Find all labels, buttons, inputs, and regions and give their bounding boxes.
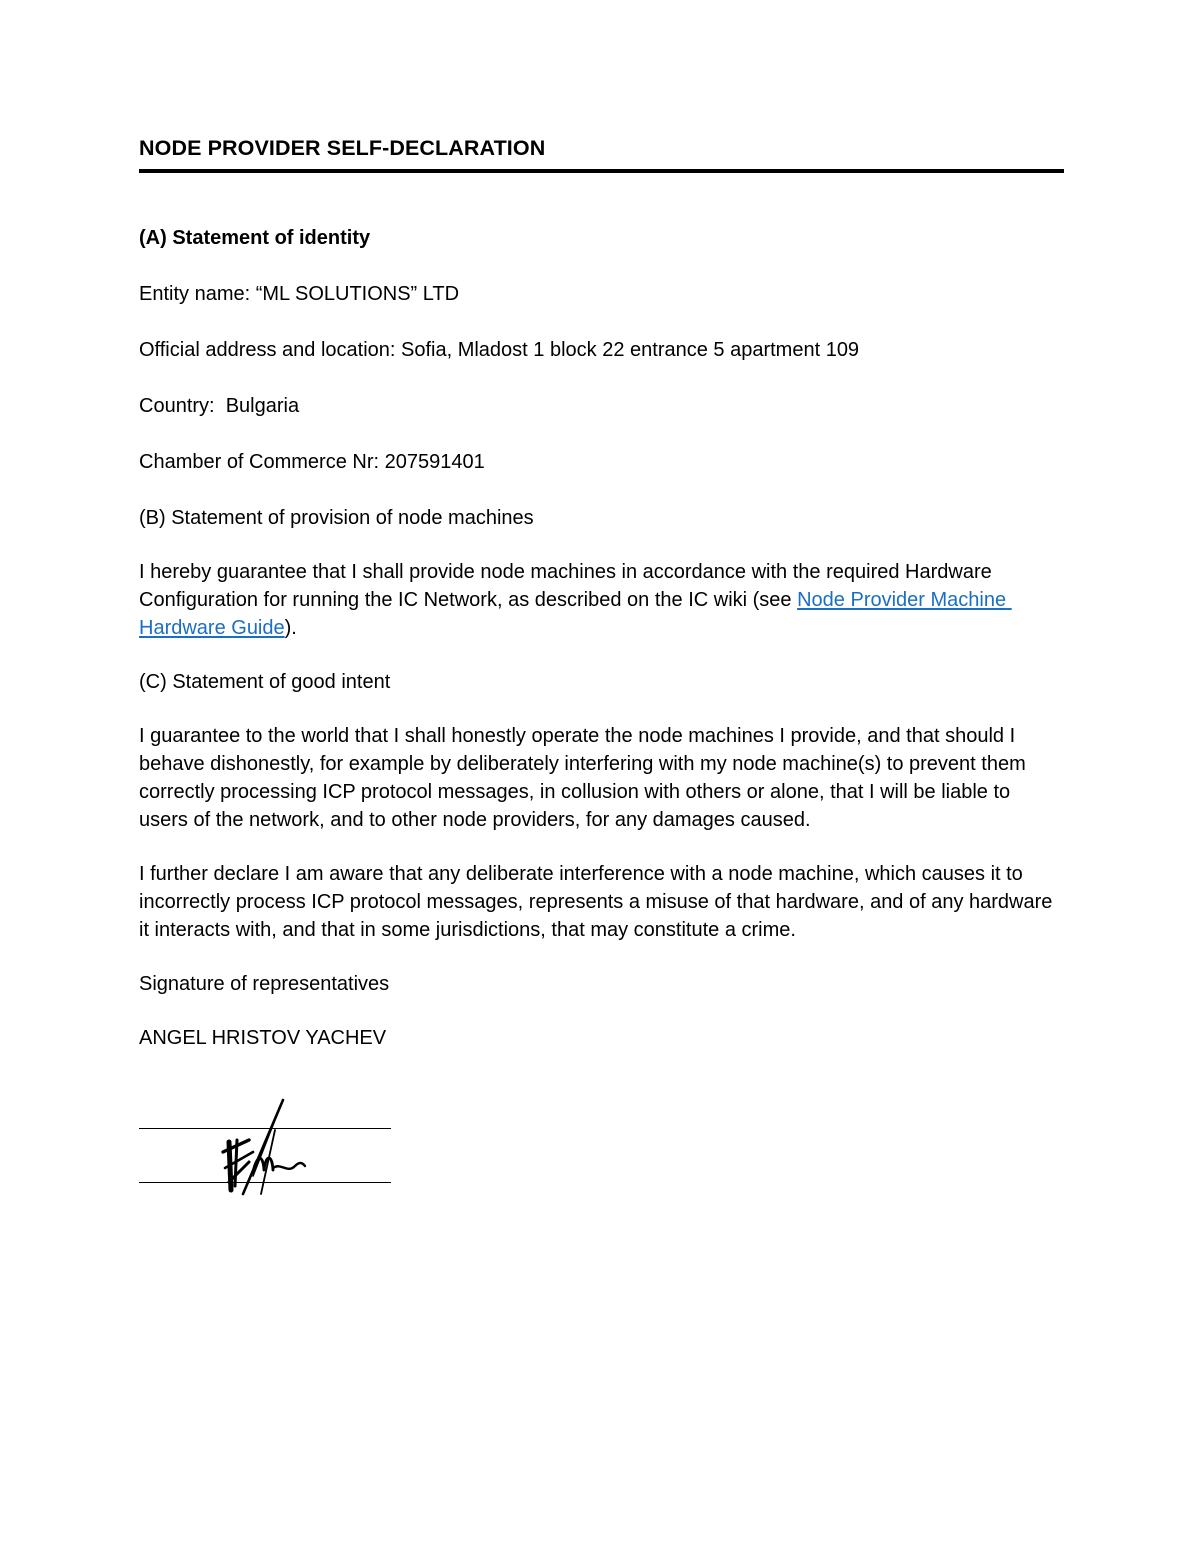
section-b-body-text-before-link: I hereby guarantee that I shall provide node machines in accordance with the required Hardware Configuration for running the IC Network, as described on the IC wiki (see — [139, 560, 998, 611]
signature-line-lower — [139, 1182, 391, 1184]
page-title — [139, 136, 1064, 165]
page-title-text: NODE PROVIDER SELF-DECLARATION — [139, 136, 546, 160]
title-divider — [139, 169, 1064, 173]
signature-block — [139, 1106, 399, 1202]
country-line: Country: Bulgaria — [139, 394, 300, 417]
section-c-body-paragraph-1: I guarantee to the world that I shall honestly operate the node machines I provide, and that should I behave dishonestly, for example by deliberately interfering with my node machine(s) to prevent them correctly processing ICP protocol messages, in collusion with others or alone, that I will be liable to users of the network, and to other node providers, for any damages caused. — [139, 724, 1032, 831]
section-b-body — [139, 558, 1064, 642]
official-address-line: Official address and location: Sofia, Mladost 1 block 22 entrance 5 apartment 109 — [139, 338, 860, 361]
section-b-heading: (B) Statement of provision of node machines — [139, 506, 534, 529]
signature-label: Signature of representatives — [139, 972, 390, 995]
entity-name-line: Entity name: “ML SOLUTIONS” LTD — [139, 282, 460, 305]
section-a-heading: (A) Statement of identity — [139, 226, 371, 249]
section-c-body-paragraph-2: I further declare I am aware that any deliberate interference with a node machine, which causes it to incorrectly process ICP protocol messages, represents a misuse of that hardware, and of any hardware it interacts with, and that in some jurisdictions, that may constitute a crime. — [139, 862, 1058, 941]
signature-line-upper — [139, 1128, 391, 1130]
handwritten-signature-icon — [209, 1090, 329, 1202]
representative-name: ANGEL HRISTOV YACHEV — [139, 1026, 387, 1049]
document-body — [139, 136, 1064, 1202]
chamber-of-commerce-line: Chamber of Commerce Nr: 207591401 — [139, 450, 485, 473]
section-b-body-text-after-link: ). — [284, 616, 297, 639]
section-c-heading: (C) Statement of good intent — [139, 670, 391, 693]
node-provider-hardware-guide-link[interactable]: Node Provider Machine Hardware Guide — [139, 588, 1012, 639]
